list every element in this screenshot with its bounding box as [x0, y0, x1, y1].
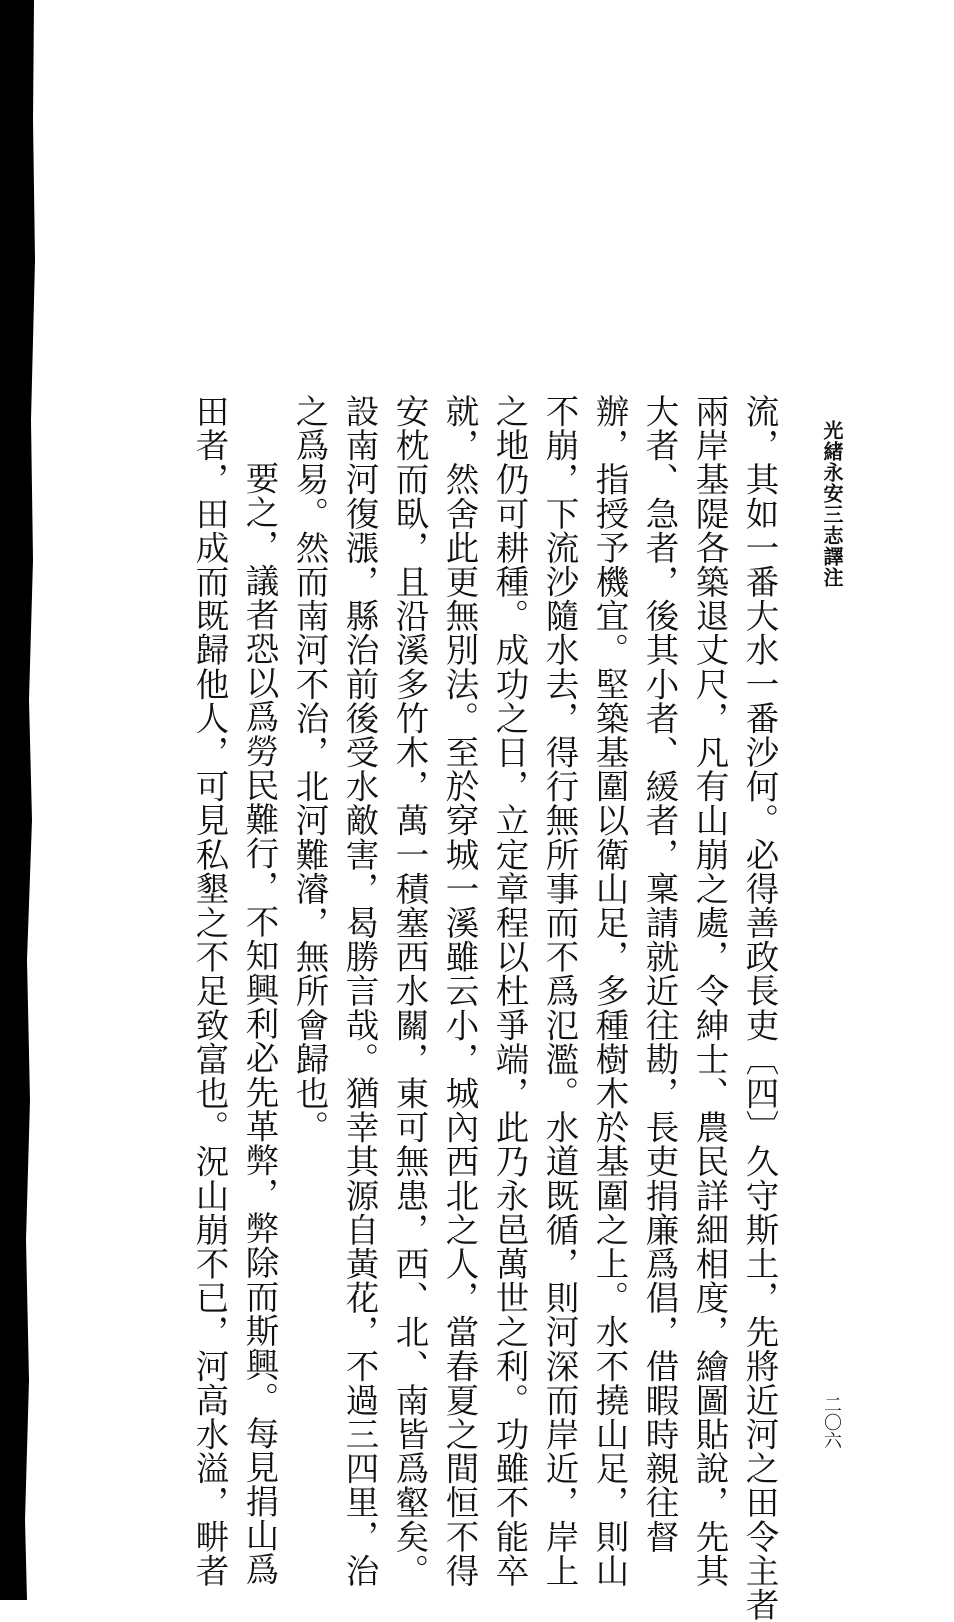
text-column-3: 大者、急者，後其小者、緩者，稟請就近往勘，長吏捐廉爲倡，借暇時親往督: [640, 394, 679, 1554]
page-number: 二〇六: [821, 1395, 842, 1449]
text-column-7: 就，然舍此更無別法。至於穿城一溪雖云小，城內西北之人，當春夏之間恒不得: [440, 394, 479, 1588]
text-column-1: 流，其如一番大水一番沙何。必得善政長吏〔四〕久守斯土，先將近河之田令主者: [740, 394, 779, 1622]
text-column-12: 田者，田成而既歸他人，可見私墾之不足致富也。況山崩不已，河高水溢，畊者: [190, 394, 229, 1588]
running-title: 光緒永安三志譯注: [820, 420, 844, 588]
scan-edge: [0, 0, 36, 1600]
text-column-11-paragraph-start: 要之，議者恐以爲勞民難行，不知興利必先革弊，弊除而斯興。每見捐山爲: [240, 461, 279, 1587]
text-column-10: 之爲易。然而南河不治，北河難濬，無所會歸也。: [290, 394, 329, 1145]
text-column-6: 之地仍可耕種。成功之日，立定章程以杜爭端，此乃永邑萬世之利。功雖不能卒: [490, 394, 529, 1588]
text-column-4: 辦，指授予機宜。堅築基圍以衛山足，多種樹木於基圍之上。水不撓山足，則山: [590, 394, 629, 1588]
text-column-9: 設南河復漲，縣治前後受水敵害，曷勝言哉。猶幸其源自黃花，不過三四里，治: [340, 394, 379, 1588]
text-column-8: 安枕而臥，且沿溪多竹木，萬一積塞西水關，東可無患，西、北、南皆爲壑矣。: [390, 394, 429, 1588]
text-column-5: 不崩，下流沙隨水去，得行無所事而不爲氾濫。水道既循，則河深而岸近，岸上: [540, 394, 579, 1588]
body-text: [184, 394, 784, 1622]
text-column-2: 兩岸基隄各築退丈尺，凡有山崩之處，令紳士、農民詳細相度，繪圖貼說，先其: [690, 394, 729, 1588]
scan-edge-shape: [0, 0, 36, 1600]
